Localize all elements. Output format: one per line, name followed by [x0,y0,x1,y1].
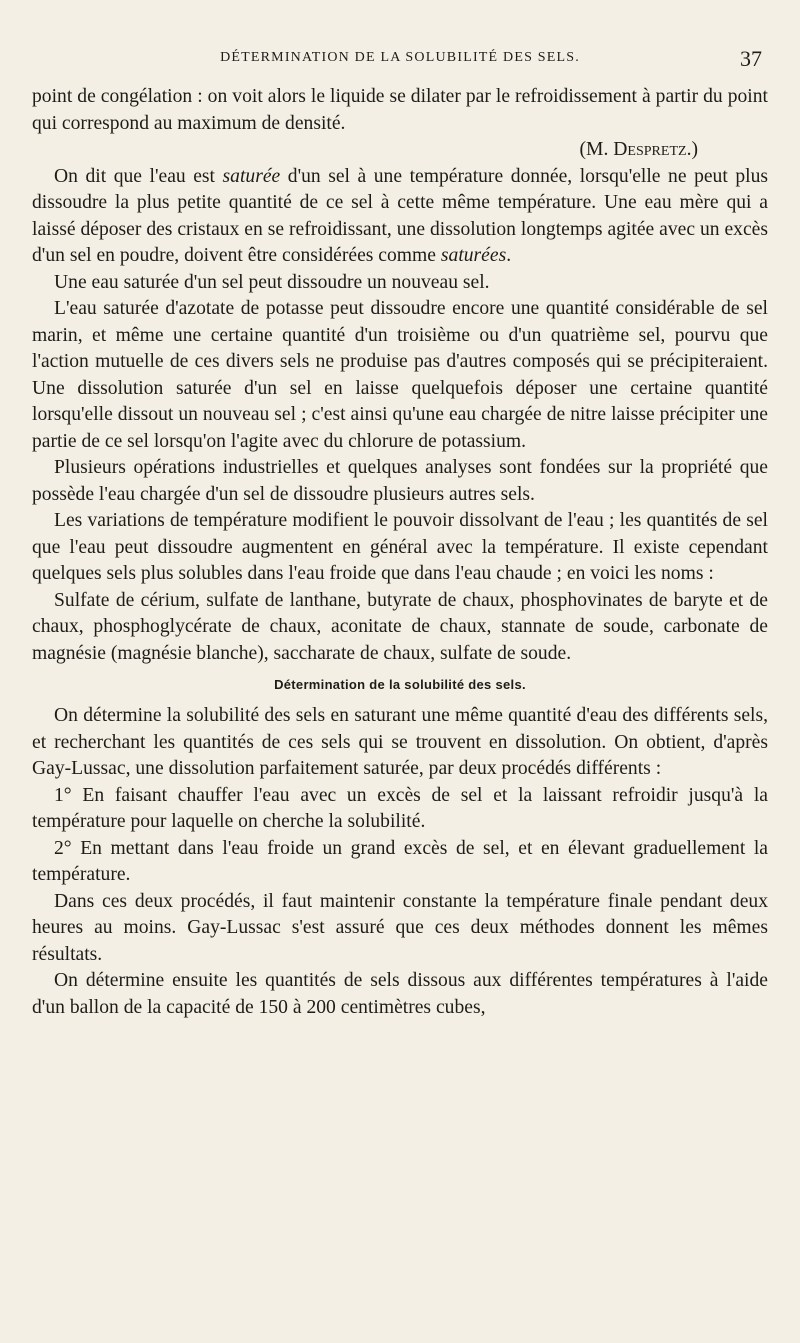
paragraph-method-2: 2° En mettant dans l'eau froide un grand excès de sel, et en élevant graduellement la température. [32,837,768,885]
attribution-author: Despretz [613,139,687,160]
attribution [32,137,768,164]
text-run: On dit que l'eau est [54,165,223,187]
section-heading: Détermination de la solubilité des sels. [274,677,526,692]
paragraph: Une eau saturée d'un sel peut dissoudre un nouveau sel. [54,271,490,293]
attribution-close: .) [686,139,698,160]
paragraph: On détermine ensuite les quantités de sels dissous aux différentes températures à l'aide d'un ballon de la capacité de 150 à 200 centimètres cubes, [32,970,768,1018]
text-run: . [506,245,512,266]
attribution-open: (M. [579,139,614,160]
paragraph: Plusieurs opérations industrielles et quelques analyses sont fondées sur la propriété que possède l'eau chargée d'un sel de dissoudre plusieurs autres sels. [32,457,768,505]
paragraph-method-1: 1° En faisant chauffer l'eau avec un excès de sel et la laissant refroidir jusqu'à la température pour laquelle on cherche la solubilité. [32,784,768,832]
paragraph: Les variations de température modifient le pouvoir dissolvant de l'eau ; les quantités de sel que l'eau peut dissoudre augmentent en général avec la température. Il existe cependant quelques sels plus solubles dans l'eau froide que dans l'eau chaude ; en voici les noms : [32,510,768,584]
running-header [32,46,768,70]
text-run: d'un sel à une température donnée, lorsqu'elle ne peut plus dissoudre la plus petite quantité de ce sel à cette même température. Une eau mère qui a laissé déposer des cristaux en se refroidissant, une dissolution longtemps agitée avec un excès d'un sel en poudre, doivent être considérées comme [32,165,769,266]
paragraph: L'eau saturée d'azotate de potasse peut dissoudre encore une quantité considérable de sel marin, et même une certaine quantité d'un troisième ou d'un quatrième sel, pourvu que l'action mutuelle de ces divers sels ne produise pas d'autres composés qui se précipiteraient. Une dissolution saturée d'un sel en laisse quelquefois déposer une certaine quantité lorsqu'elle dissout un nouveau sel ; c'est ainsi qu'une eau chargée de nitre laisse précipiter une partie de ce sel lorsqu'on l'agite avec du chlorure de potassium. [32,298,768,452]
running-title: DÉTERMINATION DE LA SOLUBILITÉ DES SELS. [220,50,580,65]
paragraph-saturation-definition [32,164,768,270]
paragraph-salt-list: Sulfate de cérium, sulfate de lanthane, butyrate de chaux, phosphovinates de baryte et de chaux, phosphoglycérate de chaux, aconitate de chaux, stannate de soude, carbonate de magnésie (magnésie blanche), saccharate de chaux, sulfate de soude. [32,589,768,664]
emphasis-term: saturées [440,245,507,266]
paragraph-continuation: point de congélation : on voit alors le liquide se dilater par le refroidissement à partir du point qui correspond au maximum de densité. [32,86,768,134]
body-text [32,84,768,1021]
paragraph: On détermine la solubilité des sels en saturant une même quantité d'eau des différents sels, et recherchant les quantités de ces sels qui se trouvent en dissolution. On obtient, d'après Gay-Lussac, une dissolution parfaitement saturée, par deux procédés différents : [32,705,768,779]
emphasis-term: saturée [222,165,281,187]
page-number: 37 [740,46,762,71]
paragraph: Dans ces deux procédés, il faut maintenir constante la température finale pendant deux heures au moins. Gay-Lussac s'est assuré que ces deux méthodes donnent les mêmes résultats. [32,890,768,965]
